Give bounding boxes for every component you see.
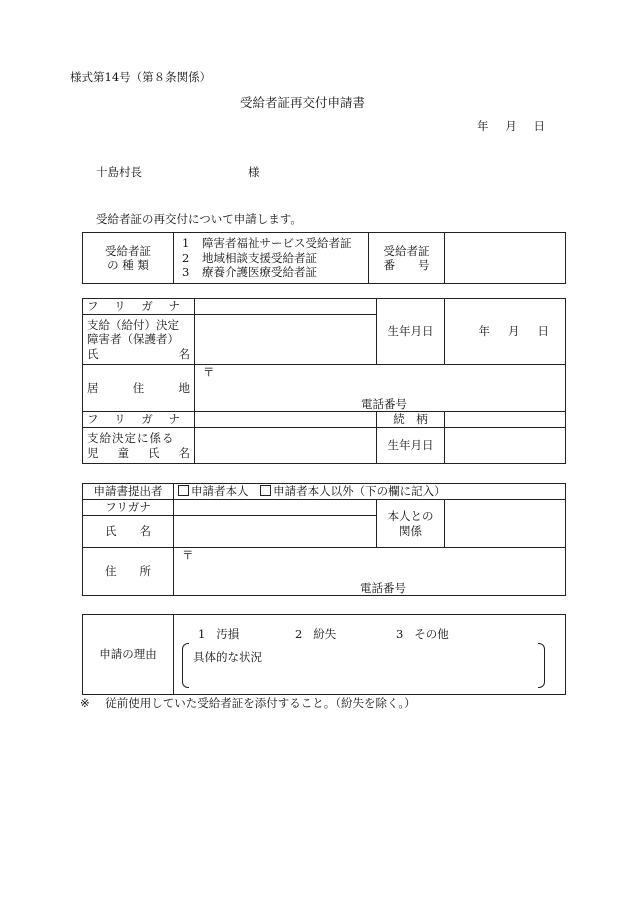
reason-option-2[interactable] xyxy=(295,627,336,641)
recipient-address-label-3: 地 xyxy=(178,380,190,395)
submitter-relation-label xyxy=(377,500,445,548)
child-name-label-ji: 児 xyxy=(87,445,99,460)
certificate-number-label-line2: 番 号 xyxy=(383,258,430,272)
certificate-option-1-label: 障害者福祉サービス受給者証 xyxy=(202,236,352,251)
certificate-option-2-num: 2 xyxy=(182,250,190,265)
child-furigana-label-text: フ リ ガ ナ xyxy=(87,412,186,427)
recipient-birth-month: 月 xyxy=(508,324,520,339)
child-name-label-line1: 支給決定に係る xyxy=(87,431,175,446)
certificate-option-2[interactable] xyxy=(182,251,364,265)
form-number: 様式第14号（第８条関係） xyxy=(70,70,212,84)
submitter-furigana-label: フリガナ xyxy=(83,500,174,516)
submitter-furigana-field[interactable] xyxy=(174,500,377,516)
reason-label: 申請の理由 xyxy=(83,615,174,695)
submitter-address-label: 住 所 xyxy=(83,548,174,596)
certificate-option-3-label: 療養介護医療受給者証 xyxy=(202,265,317,280)
recipient-address-label-2: 住 xyxy=(132,380,145,395)
footnote-text: 従前使用していた受給者証を添付すること。（紛失を除く。） xyxy=(105,696,416,710)
child-name-label xyxy=(83,428,195,464)
intro-text: 受給者証の再交付について申請します。 xyxy=(96,212,302,226)
child-birth-field[interactable] xyxy=(445,428,566,464)
child-name-label-shi: 氏 xyxy=(148,445,160,460)
reason-detail-field[interactable] xyxy=(192,665,535,686)
reason-option-1-num: 1 xyxy=(198,627,206,641)
certificate-number-label xyxy=(369,233,445,284)
footnote xyxy=(80,697,416,711)
certificate-type-options[interactable] xyxy=(174,233,369,284)
addressee-honorific: 様 xyxy=(248,165,260,179)
child-furigana-label xyxy=(83,412,195,428)
recipient-address-field[interactable] xyxy=(195,365,566,412)
left-bracket-icon xyxy=(182,643,189,688)
date-month-label: 月 xyxy=(505,119,517,133)
certificate-option-1[interactable] xyxy=(182,236,364,250)
reason-option-2-label: 紛失 xyxy=(313,627,337,641)
checkbox-icon[interactable] xyxy=(178,485,189,496)
recipient-furigana-label xyxy=(83,299,195,315)
recipient-phone-label: 電話番号 xyxy=(361,396,407,411)
footnote-mark: ※ xyxy=(80,696,90,710)
certificate-option-2-label: 地域相談支援受給者証 xyxy=(202,250,317,265)
certificate-table xyxy=(82,232,566,284)
addressee-name: 十島村長 xyxy=(96,165,142,179)
recipient-address-label-1: 居 xyxy=(87,380,99,395)
recipient-birth-day: 日 xyxy=(537,324,549,339)
page-title: 受給者証再交付申請書 xyxy=(240,95,366,110)
child-name-label-dou: 童 xyxy=(117,445,129,460)
recipient-name-label-line1: 支給（給付）決定 xyxy=(87,317,179,332)
submitter-option-self[interactable] xyxy=(178,484,249,498)
submitter-postal-mark: 〒 xyxy=(182,548,194,562)
submitter-table xyxy=(82,483,566,596)
reason-option-3-label: その他 xyxy=(414,627,449,641)
date-line xyxy=(477,120,545,134)
recipient-birth-field[interactable] xyxy=(445,299,566,365)
recipient-name-label-shi: 氏 xyxy=(87,346,99,361)
recipient-birth-year: 年 xyxy=(478,324,490,339)
submitter-relation-field[interactable] xyxy=(445,500,566,548)
recipient-birth-label: 生年月日 xyxy=(377,299,445,365)
right-bracket-icon xyxy=(538,643,545,688)
recipient-name-label-mei: 名 xyxy=(178,346,190,361)
checkbox-icon[interactable] xyxy=(260,485,271,496)
certificate-type-label-line1: 受給者証 xyxy=(105,243,151,258)
recipient-furigana-label-text: フ リ ガ ナ xyxy=(87,299,186,314)
certificate-type-label xyxy=(83,233,174,284)
submitter-phone-label: 電話番号 xyxy=(360,580,406,595)
submitter-address-field[interactable] xyxy=(174,548,566,596)
recipient-postal-mark: 〒 xyxy=(203,365,215,379)
child-birth-label: 生年月日 xyxy=(377,428,445,464)
submitter-name-label: 氏 名 xyxy=(83,516,174,548)
submitter-name-field[interactable] xyxy=(174,516,377,548)
reason-option-3-num: 3 xyxy=(396,627,404,641)
reason-option-1[interactable] xyxy=(198,627,239,641)
child-furigana-field[interactable] xyxy=(195,412,377,428)
submitter-relation-label-line1: 本人との xyxy=(387,509,434,524)
child-relation-field[interactable] xyxy=(445,412,566,428)
certificate-option-3-num: 3 xyxy=(182,265,190,280)
reason-option-2-num: 2 xyxy=(295,627,303,641)
submitter-relation-label-line2: 関係 xyxy=(399,523,422,538)
submitter-option-self-label: 申請者本人 xyxy=(191,484,249,499)
submitter-option-other[interactable] xyxy=(260,484,446,498)
reason-option-3[interactable] xyxy=(396,627,449,641)
recipient-address-label xyxy=(83,365,195,412)
reason-field xyxy=(174,615,566,695)
recipient-name-label-line2: 障害者（保護者） xyxy=(87,332,179,347)
child-name-label-mei: 名 xyxy=(178,445,190,460)
date-year-label: 年 xyxy=(477,119,489,133)
certificate-number-field[interactable] xyxy=(445,233,566,284)
date-day-label: 日 xyxy=(533,119,545,133)
reason-detail-label: 具体的な状況 xyxy=(193,650,262,664)
reason-option-1-label: 汚損 xyxy=(216,627,240,641)
submitter-option-other-label: 申請者本人以外（下の欄に記入） xyxy=(273,484,446,499)
recipient-name-label xyxy=(83,315,195,365)
child-name-field[interactable] xyxy=(195,428,377,464)
reason-table xyxy=(82,614,566,695)
child-relation-label: 続 柄 xyxy=(377,412,445,428)
submitter-options xyxy=(174,484,566,500)
certificate-option-3[interactable] xyxy=(182,265,364,279)
recipient-name-field[interactable] xyxy=(195,315,377,365)
certificate-number-label-line1: 受給者証 xyxy=(383,243,430,258)
recipient-table xyxy=(82,298,566,464)
certificate-option-1-num: 1 xyxy=(182,236,190,251)
submitter-label: 申請書提出者 xyxy=(83,484,174,500)
certificate-type-label-line2: の 種 類 xyxy=(107,258,149,272)
recipient-furigana-field[interactable] xyxy=(195,299,377,315)
